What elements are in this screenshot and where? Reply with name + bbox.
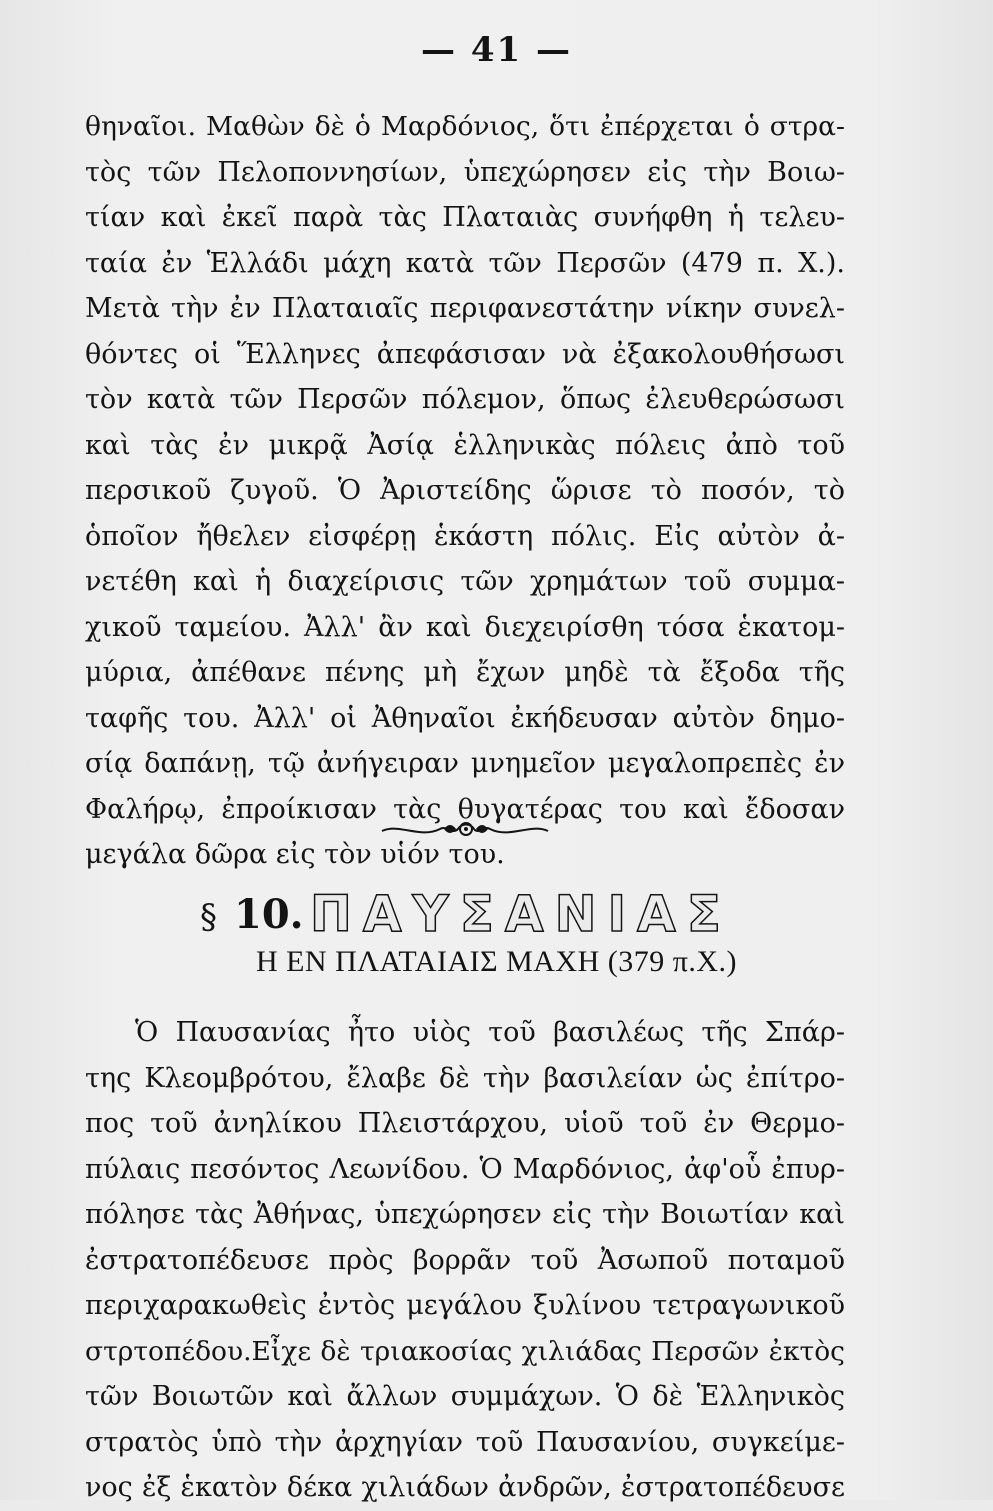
text-line: στρατὸς ὑπὸ τὴν ἀρχηγίαν τοῦ Παυσανίου, συγκείμε- [85,1426,845,1458]
text-line: της Κλεομβρότου, ἔλαβε δὲ τὴν βασιλείαν ὡς ἐπίτρο- [85,1062,845,1094]
paragraph-pausanias [85,1010,845,1511]
text-line: σίᾳ δαπάνῃ, τῷ ἀνήγειραν μνημεῖον μεγαλοπρεπὲς ἐν [85,748,845,779]
text-line: ταφῆς του. Ἀλλ' οἱ Ἀθηναῖοι ἐκήδευσαν αὐτὸν δημο- [85,702,845,734]
text-line: πος τοῦ ἀνηλίκου Πλειστάρχου, υἱοῦ τοῦ ἐν Θερμο- [85,1108,845,1139]
text-line: τὸς τῶν Πελοποννησίων, ὑπεχώρησεν εἰς τὴν Βοιω- [85,156,845,188]
text-line: ὁποῖον ἤθελεν εἰσφέρῃ ἑκάστη πόλις. Εἰς αὐτὸν ἀ- [85,520,845,552]
section-title: ΠΑΥΣΑΝΙΑΣ [310,885,732,943]
text-line: στρτοπέδου.Εἶχε δὲ τριακοσίας χιλιάδας Περσῶν ἐκτὸς [85,1335,845,1367]
text-line: πύλαις πεσόντος Λεωνίδου. Ὁ Μαρδόνιος, ἀφ'οὗ ἐπυρ- [85,1153,845,1185]
text-line: περιχαρακωθεὶς ἐντὸς μεγάλου ξυλίνου τετραγωνικοῦ [85,1290,845,1321]
page-number: — 41 — [421,30,572,70]
text-line: νετέθη καὶ ἡ διαχείρισις τῶν χρημάτων τοῦ συμμα- [85,566,845,597]
text-line: τίαν καὶ ἐκεῖ παρὰ τὰς Πλαταιὰς συνήφθη ἡ τελευ- [85,202,845,233]
section-mark: § [200,897,217,937]
section-heading [200,885,840,945]
text-line: ἐστρατοπέδευσε πρὸς βορρᾶν τοῦ Ἀσωποῦ ποταμοῦ [85,1244,845,1276]
ornament-divider [380,815,550,845]
text-line: καὶ τὰς ἐν μικρᾷ Ἀσίᾳ ἑλληνικὰς πόλεις ἀπὸ τοῦ [85,429,845,461]
text-line: μεγάλα δῶρα εἰς τὸν υἱόν του. [85,839,505,870]
paragraph-aristeides [85,104,845,878]
text-line: τῶν Βοιωτῶν καὶ ἄλλων συμμάχων. Ὁ δὲ Ἑλληνικὸς [85,1381,845,1412]
text-line: θηναῖοι. Μαθὼν δὲ ὁ Μαρδόνιος, ὅτι ἐπέρχεται ὁ στρα- [85,111,845,142]
text-line: ταία ἐν Ἑλλάδι μάχη κατὰ τῶν Περσῶν (479 π. Χ.). [85,247,845,279]
text-line: Φαλήρῳ, ἐπροίκισαν τὰς θυγατέρας του καὶ ἔδοσαν [85,793,845,825]
text-line: θόντες οἱ Ἕλληνες ἀπεφάσισαν νὰ ἐξακολουθήσωσι [85,338,845,370]
text-line: περσικοῦ ζυγοῦ. Ὁ Ἀριστείδης ὥρισε τὸ ποσόν, τὸ [85,475,845,506]
text-line: Μετὰ τὴν ἐν Πλαταιαῖς περιφανεστάτην νίκην συνελ- [85,293,845,324]
text-line: μύρια, ἀπέθανε πένης μὴ ἔχων μηδὲ τὰ ἔξοδα τῆς [85,657,845,688]
text-line: χικοῦ ταμείου. Ἀλλ' ἂν καὶ διεχειρίσθη τόσα ἑκατομ- [85,611,845,643]
section-subheading: Η ΕΝ ΠΛΑΤΑΙΑΙΣ ΜΑΧΗ (379 π.Χ.) [255,945,738,978]
section-number: 10. [234,891,304,938]
text-line: Ὁ Παυσανίας ἦτο υἱὸς τοῦ βασιλέως τῆς Σπάρ- [135,1017,845,1048]
text-line: τὸν κατὰ τῶν Περσῶν πόλεμον, ὅπως ἐλευθερώσωσι [85,384,845,415]
text-line: νος ἐξ ἑκατὸν δέκα χιλιάδων ἀνδρῶν, ἐστρατοπέδευσε [85,1472,845,1503]
text-line: πόλησε τὰς Ἀθήνας, ὑπεχώρησεν εἰς τὴν Βοιωτίαν καὶ [85,1199,845,1230]
